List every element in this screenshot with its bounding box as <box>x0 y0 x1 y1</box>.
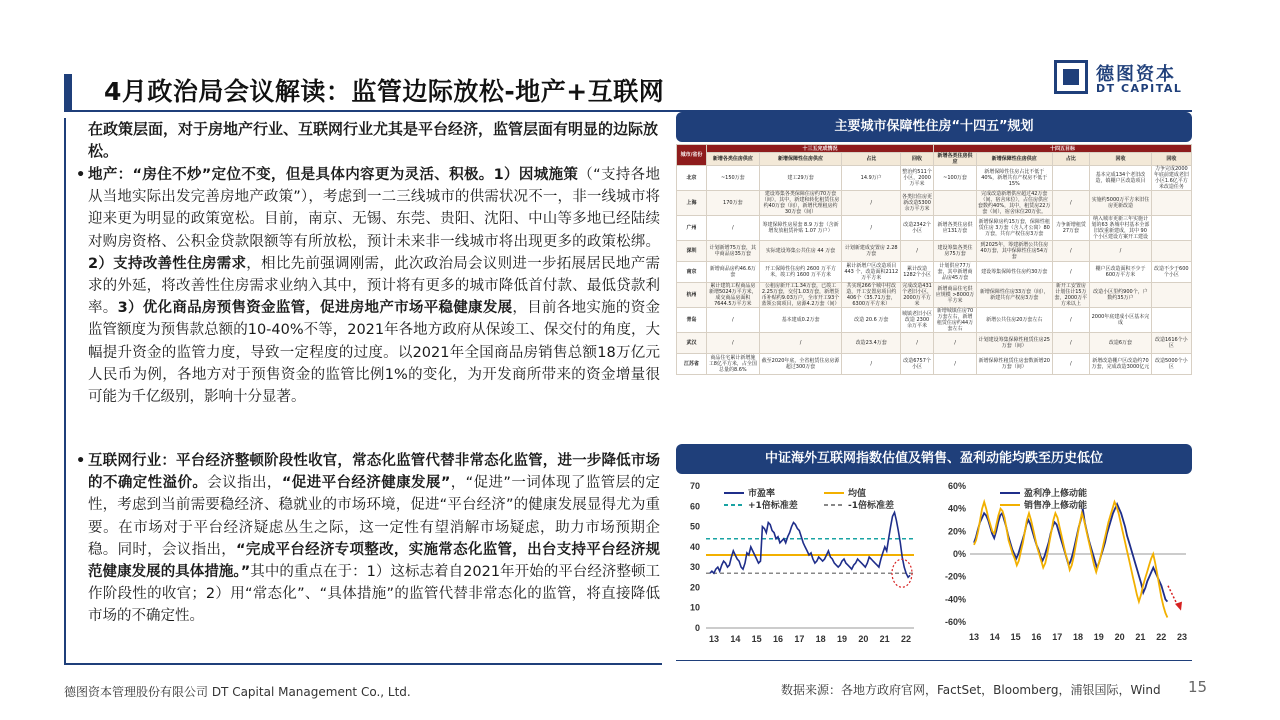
table-cell: 改造6万套 <box>1090 333 1151 354</box>
internet-text-3: 其中的重点在于：1）这标志着自2021年开始的平台经济整顿工作阶段性的收官；2）用“常态化”、“具体措施”的监管代替非常态化的监管，将直接降低市场的不确定性。 <box>88 564 661 625</box>
table-cell: 纳入城市更新三年实施计划的63 条城中村基本全部旧改重新建成，其中 90 个小区建设方案开工建设 <box>1091 216 1150 240</box>
table-cell: ~100万套 <box>934 166 977 191</box>
table-city-cell: 杭州 <box>677 283 707 308</box>
footer-company: 德图资本管理股份有限公司 DT Capital Management Co., Ltd. <box>64 685 411 699</box>
table-cell: 计划建设筹集保障性租赁住房25万套（间） <box>977 333 1052 354</box>
x-tick-label: 23 <box>1176 632 1188 642</box>
table-cell: 新增保障房约15万套，保障性租赁住房 3万套（含人才公寓）80万套，共有产权住房3万套 <box>977 216 1052 241</box>
analysis-text-column <box>64 118 662 664</box>
x-tick-label: 19 <box>1093 632 1104 642</box>
table-cell: 累计新增户区改造项目 443 个，改造面积2112万平方米 <box>842 262 901 283</box>
x-tick-label: 14 <box>989 632 1000 642</box>
x-tick-label: 14 <box>730 634 741 644</box>
real-estate-bullet <box>76 164 660 408</box>
table-cell: 计划新增75万套，其中商品房35万套 <box>707 241 760 262</box>
table-cell: 计划供应77万套，其中新增商品房45万套 <box>934 262 977 283</box>
table-cell: / <box>1052 241 1090 262</box>
internet-text-2: ，“促进”一词体现了监管层的定性，考虑到当前需要稳经济、稳就业的市场环境，促进“平台经济”的健康发展显得尤为重要。在市场对于平台经济疑虑丛生之际，这一定性有望消解市场疑虑，助力市场预期企稳。同时，会议指出， <box>88 475 660 558</box>
x-tick-label: 21 <box>1135 632 1146 642</box>
table-row <box>677 333 1192 354</box>
x-tick-label: 15 <box>751 634 762 644</box>
x-tick-label: 20 <box>1114 632 1125 642</box>
table-cell: 新增保障性住房33万套（间），新建共有产权房3万套 <box>977 283 1052 308</box>
table-cell <box>1052 166 1090 191</box>
real-estate-lead: 地产：“房住不炒”定位不变，但是具体内容更为灵活、积极。1）因城施策 <box>88 167 579 183</box>
table-cell <box>1151 283 1191 308</box>
table-cell: / <box>707 308 760 333</box>
x-tick-label: 16 <box>1031 632 1042 642</box>
col-group-13th: 十三五完成情况 <box>707 145 934 153</box>
logo-mark-icon <box>1054 60 1088 94</box>
table-cell: 改造5000个小区 <box>1151 354 1191 375</box>
internet-lead: 互联网行业：平台经济整顿阶段性收官，常态化监管代替非常态化监管，进一步降低市场的不确定性溢价。 <box>88 453 660 492</box>
x-tick-label: 13 <box>708 634 720 644</box>
table-cell <box>1151 191 1191 216</box>
pe-ratio-chart <box>676 478 922 658</box>
table-cell: 实际建设筹集公共住房 44 万套 <box>759 241 842 262</box>
y-tick-label: 0 <box>694 623 700 633</box>
x-tick-label: 17 <box>1052 632 1063 642</box>
y-tick-label: 50 <box>689 521 700 532</box>
bullet-dot-icon: • <box>76 453 86 469</box>
table-cell: / <box>1052 262 1090 283</box>
table-cell: 改造小区里约900个，户数约35万户 <box>1090 283 1151 308</box>
y-tick-label: -40% <box>944 594 966 605</box>
intro-paragraph: 在政策层面，对于房地产行业、互联网行业尤其是平台经济，监管层面有明显的边际放松。 <box>88 120 659 160</box>
table-subheader-cell: 新增各类住房供应 <box>934 153 977 166</box>
real-estate-point-3: 3）优化商品房预售资金监管，促进房地产市场平稳健康发展 <box>117 300 513 317</box>
y-tick-label: 40 <box>689 541 700 552</box>
table-cell: 14.9万户 <box>842 166 901 191</box>
table-cell: 新增公共住房20万套左右 <box>977 308 1052 333</box>
table-city-cell: 广州 <box>677 216 707 241</box>
table-cell: 建设筹集各类保障住房约70万套（间），其中，新建和转化租赁住房约40万套（间），新增代理租房约30万套（间） <box>759 191 842 216</box>
momentum-chart <box>936 478 1192 658</box>
table-cell: 整治约511个小区，2000万平米 <box>901 166 934 191</box>
bullet-dot-icon: • <box>76 167 86 183</box>
table-cell: / <box>934 333 977 354</box>
table-cell: 新开工安置房计划住计15万套，2000万平方米以上 <box>1052 283 1090 308</box>
table-cell: 计划新建成安置房 2.28 万套 <box>842 241 901 262</box>
internet-text-1: 会议指出， <box>207 475 282 492</box>
table-cell: 基本建成0.2万套 <box>759 308 842 333</box>
table-row <box>677 216 1192 241</box>
table-city-cell: 上海 <box>677 191 707 216</box>
table-cell: / <box>901 241 934 262</box>
chart-bottom-divider <box>676 660 1192 661</box>
table-cell: / <box>934 354 977 375</box>
table-cell: / <box>759 333 842 354</box>
table-cell: 新增城镇住房70万套左右，新增租赁住房约44万套左右 <box>934 308 977 333</box>
real-estate-text-1: （“支持各地从当地实际出发完善房地产政策”），考虑到一二三线城市的供需状况不一，非一线城市将迎来更为明显的政策宽松。目前，南京、无锡、东莞、贵阳、沈阳、中山等多地已经陆续对购房资格、公积金贷款限额等有所放松，预计未来非一线城市将出现更多的政策松绑。 <box>88 167 660 250</box>
table-cell: 累计建筑工程商品房新增5024万平方米，成交商品房面积7644.5万平方米 <box>707 283 760 308</box>
x-tick-label: 20 <box>858 634 869 644</box>
y-tick-label: -60% <box>944 617 966 627</box>
x-tick-label: 22 <box>900 634 912 644</box>
table-cell <box>1151 241 1191 262</box>
y-tick-label: 30 <box>689 562 700 573</box>
table-subheader-cell: 回收 <box>901 153 934 166</box>
real-estate-point-2: 2）支持改善性住房需求 <box>88 255 247 272</box>
x-tick-label: 13 <box>968 632 980 642</box>
housing-plan-table <box>676 144 1192 375</box>
legend-label: 盈利净上修动能 <box>1024 489 1088 499</box>
y-tick-label: 70 <box>689 481 700 491</box>
real-estate-text-3: ，目前各地实施的资金监管额度为预售款总额的10-40%不等，2021年各地方政府从保竣工、保交付的角度，大幅提升资金的监管力度，导致一定程度的过度。以2021年全国商品房销售总额18万亿元人民币为例，各地方对于预售资金的监管比例1%的变化，为开发商所带来的资金增量很可能为千亿级别，影响十分显著。 <box>88 300 661 406</box>
table-row <box>677 283 1192 308</box>
page-number: 15 <box>1188 678 1208 696</box>
table-city-cell: 青岛 <box>677 308 707 333</box>
title-accent-bar <box>64 74 72 110</box>
x-tick-label: 19 <box>836 634 848 644</box>
real-estate-text-2: ，相比先前强调刚需，此次政治局会议则进一步拓展居民地产需求的外延，将改善性住房需求业纳入其中，预计将有更多的城市降低首付款、最低贷款利率。 <box>88 255 660 317</box>
table-cell: 公租房新开工1.34万套，已竣工2.25万套，交付1.03万套，新增货币补贴约9.03万户，全市开工93个蓝领公寓项目，房源4.2万套（间） <box>759 283 842 308</box>
table-cell: 改造不少于600个小区 <box>1151 262 1191 283</box>
y-tick-label: 60 <box>689 501 700 512</box>
table-cell: 力争新增租赁27万套 <box>1052 216 1090 241</box>
table-cell: / <box>1052 191 1090 216</box>
internet-quote-2: “完成平台经济专项整改，实施常态化监管，出台支持平台经济规范健康发展的具体措施。” <box>88 541 661 581</box>
legend-label: 市盈率 <box>748 489 776 499</box>
table-city-cell: 北京 <box>677 166 707 191</box>
table-subheader-cell: 占比 <box>842 153 901 166</box>
table-cell: 截至2020年底，全省租赁住房房源超过300万套 <box>759 354 842 375</box>
table-cell: 改造2342个小区 <box>901 216 934 241</box>
table-cell: 建设筹集保障性住房约30万套 <box>977 262 1052 283</box>
table-cell: / <box>707 216 760 241</box>
downtrend-arrow-head <box>1175 602 1182 611</box>
table-subheader-cell: 新增保障性住房供应 <box>759 153 842 166</box>
col-group-14th: 十四五目标 <box>934 145 1192 153</box>
table-city-cell: 南京 <box>677 262 707 283</box>
table-cell: 开工保障性住房约 2600 万平方米，竣工约 1600 万平方米 <box>759 262 842 283</box>
x-tick-label: 18 <box>815 634 826 644</box>
table-cell: 共实现266个城中村改造，开工安置房项目约406个（35.71万套，6300万平方米） <box>842 283 901 308</box>
x-tick-label: 21 <box>879 634 890 644</box>
internet-index-panel-title: 中证海外互联网指数估值及销售、盈利动能均跌至历史低位 <box>676 444 1192 474</box>
table-cell: 实施约5000万平方米旧住房更新改造 <box>1090 191 1151 216</box>
legend-label: 销售净上修动能 <box>1024 501 1088 511</box>
table-cell: 完成改造新增供应超过42万套（间、宿舍床位），占住房供应套数约40%，其中，租赁房22万套（间），宿舍床位20万张。 <box>978 191 1051 215</box>
x-tick-label: 17 <box>794 634 805 644</box>
table-cell: 筹建保障性房屋套 8.9 万套（含新增发放租赁补贴 1.07 万户） <box>759 216 842 241</box>
legend-label: +1倍标准差 <box>748 501 798 511</box>
table-cell: 改造23.4万套 <box>842 333 901 354</box>
table-cell: 新增保障性住房占比不低于40%，新增共有产权房不低于15% <box>977 166 1052 191</box>
x-tick-label: 15 <box>1010 632 1021 642</box>
table-cell: 商品住宅累计新增施工8亿平方米，占全国总量的8.6% <box>707 354 760 375</box>
y-tick-label: 20 <box>689 582 700 593</box>
table-cell: 力争完成2000年底前建成老旧小区1.6亿平方米改造任务 <box>1151 166 1191 191</box>
table-subheader-cell: 新增各类住房供应 <box>707 153 760 166</box>
table-cell: 棚户区改造面积不少于600万平方米 <box>1090 262 1151 283</box>
internet-quote-1: “促进平台经济健康发展” <box>281 475 451 492</box>
logo-text-cn: 德图资本 <box>1096 64 1176 85</box>
table-row <box>677 308 1192 333</box>
table-cell: / <box>842 216 901 241</box>
x-tick-label: 16 <box>772 634 784 644</box>
table-cell: / <box>842 191 901 216</box>
table-cell: 新增商品住宅供应规模 >8000万平方米 <box>934 283 977 308</box>
table-cell: 改造 20.6 万套 <box>842 308 901 333</box>
earnings-series-line <box>974 504 1167 601</box>
table-cell: / <box>1052 333 1090 354</box>
table-city-cell: 江苏省 <box>677 354 707 375</box>
table-cell: 2000年底建成小区基本完成 <box>1090 308 1151 333</box>
table-cell: 改造1616个小区 <box>1151 333 1191 354</box>
x-tick-label: 22 <box>1156 632 1167 642</box>
table-city-cell: 深圳 <box>677 241 707 262</box>
table-city-cell: 武汉 <box>677 333 707 354</box>
logo-text-en: DT CAPITAL <box>1096 82 1183 95</box>
downtrend-arrow <box>1168 586 1178 606</box>
table-row <box>677 262 1192 283</box>
table-cell: 各类旧住房更新改造5300余万平方米 <box>901 191 934 216</box>
table-cell: 新增各类住房供应131万套 <box>934 216 977 241</box>
legend-label: -1倍标准差 <box>848 501 894 511</box>
y-tick-label: 20% <box>947 526 966 537</box>
table-cell: / <box>1052 308 1090 333</box>
footer-source: 数据来源：各地方政府官网，FactSet，Bloomberg，浦银国际，Wind <box>781 683 1161 697</box>
x-tick-label: 18 <box>1072 632 1084 642</box>
table-cell: / <box>1090 241 1151 262</box>
y-tick-label: -20% <box>944 571 966 582</box>
table-cell: 到2025年，筹建新增公共住房40万套，其中保障性住房54万套 <box>977 241 1052 262</box>
table-cell: 建设筹集各类住房75万套 <box>934 241 977 262</box>
table-cell <box>1151 216 1191 241</box>
table-row <box>677 166 1192 191</box>
table-cell: 新增改造棚户区改造约70万套，完成改造3000亿元 <box>1090 354 1151 375</box>
table-row <box>677 354 1192 375</box>
table-cell: 170万套 <box>707 191 760 216</box>
col-city-header: 城市/省份 <box>677 145 707 166</box>
table-cell: 新增商品房约46.6万套 <box>707 262 760 283</box>
table-cell: 完成改造431个老旧小区，2000万平方米 <box>902 283 933 307</box>
y-tick-label: 10 <box>689 602 700 613</box>
pe-series-line <box>710 512 910 577</box>
pe-ratio-chart-svg <box>676 478 922 658</box>
table-cell: 建工29万套 <box>759 166 842 191</box>
table-cell: / <box>901 333 934 354</box>
table-cell: ~150万套 <box>707 166 760 191</box>
table-row <box>677 191 1192 216</box>
table-cell: 改造6757个小区 <box>901 354 934 375</box>
internet-bullet <box>76 450 660 628</box>
table-cell <box>934 191 977 216</box>
table-cell <box>1151 308 1191 333</box>
table-subheader-cell: 新增保障性住房供应 <box>977 153 1052 166</box>
legend-label: 均值 <box>848 489 867 499</box>
page-title: 4月政治局会议解读：监管边际放松-地产+互联网 <box>104 77 665 106</box>
table-cell: 基本完成134个老旧改造，镇棚户区改造项目 <box>1090 166 1151 191</box>
table-cell: / <box>842 354 901 375</box>
housing-plan-table-wrap <box>676 144 1192 434</box>
housing-plan-panel-title: 主要城市保障性住房“十四五”规划 <box>676 112 1192 142</box>
table-subheader-cell: 回收 <box>1151 153 1191 166</box>
y-tick-label: 60% <box>947 481 966 491</box>
table-cell: 新增保障性租赁住房套数新增20万套（间） <box>977 354 1052 375</box>
y-tick-label: 0% <box>952 549 966 559</box>
table-subheader-cell: 占比 <box>1052 153 1090 166</box>
y-tick-label: 40% <box>947 503 966 514</box>
table-cell: / <box>1052 354 1090 375</box>
table-cell: / <box>707 333 760 354</box>
table-cell: 城镇老旧小区改造 2300 余万平米 <box>901 308 934 333</box>
table-row <box>677 241 1192 262</box>
left-bottom-divider <box>64 663 662 665</box>
company-logo <box>1054 60 1194 100</box>
momentum-chart-svg <box>936 478 1192 658</box>
table-cell: 累计改造1282个小区 <box>901 262 934 283</box>
table-subheader-cell: 回收 <box>1090 153 1151 166</box>
